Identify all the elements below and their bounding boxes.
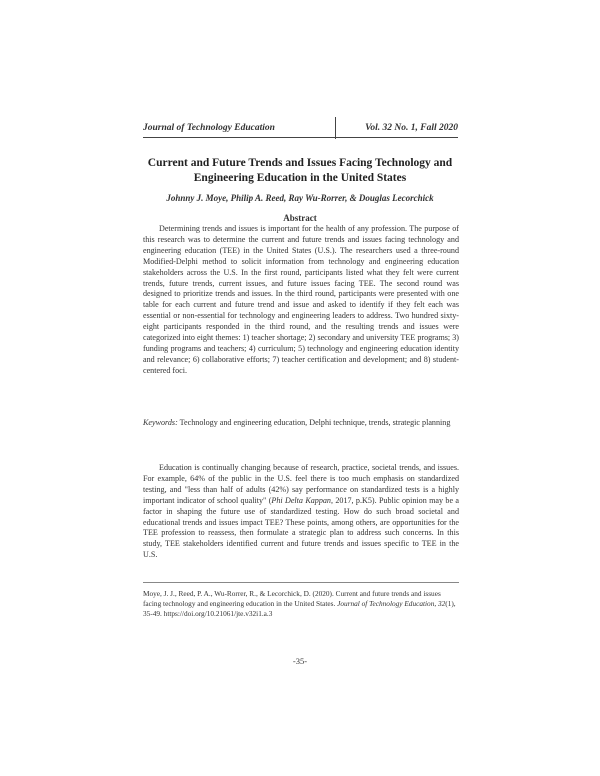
introduction-paragraph [143, 463, 459, 561]
keywords-label: Keywords: [143, 418, 178, 427]
header-divider-vertical [335, 117, 336, 139]
volume-issue: Vol. 32 No. 1, Fall 2020 [365, 123, 458, 133]
article-citation [143, 589, 459, 619]
page-number: -35- [292, 656, 308, 666]
citation-text-3: (1), 35-49. https://doi.org/10.21061/jte.v32i1.a.3 [143, 598, 456, 618]
citation-text-2: , [434, 598, 438, 608]
intro-citation-source: Phi Delta Kappan [271, 495, 331, 505]
citation-volume: 32 [438, 598, 446, 608]
intro-text-2: , 2017, p.K5). Public opinion may be a factor in shaping the future use of standardized testing. How do such broad societal and educational trends and issues impact TEE? These points, among others, are opportunities for the TEE profession to reassess, then formulate a strategic plan to address such concerns. In this study, TEE stakeholders identified current and future trends and issues specific to TEE in the U.S. [143, 495, 459, 560]
article-title: Current and Future Trends and Issues Facing Technology and Engineering Education in the United States [147, 157, 453, 184]
citation-journal: Journal of Technology Education [337, 598, 435, 608]
citation-text-1: Moye, J. J., Reed, P. A., Wu-Rorrer, R., & Lecorchick, D. (2020). Current and future trends and issues facing technology and engineering education in the United States. [143, 589, 441, 608]
abstract-heading: Abstract [283, 213, 317, 223]
keywords-text: Technology and engineering education, Delphi technique, trends, strategic planning [177, 418, 451, 427]
abstract-text: Determining trends and issues is important for the health of any profession. The purpose of this research was to determine the current and future trends and issues facing technology and engineering education (TEE) in the United States (U.S.). The researchers used a three-round Modified-Delphi method to solicit information from technology and engineering education stakeholders across the U.S. In the first round, participants listed what they felt were current trends, future trends, current issues, and future issues facing TEE. The second round was designed to prioritize trends and issues. In the third round, participants were presented with one table for each current and future trend and issue and asked to identify if they felt each was essential or non-essential for technology and engineering leaders to address. Two hundred sixty-eight participants responded in the third round, and the resulting trends and issues were categorized into eight themes: 1) teacher shortage; 2) secondary and university TEE programs; 3) funding programs and teachers; 4) curriculum; 5) technology and engineering education identity and relevance; 6) collaborative efforts; 7) teacher certification and development; and 8) student-centered foci. [143, 224, 459, 375]
journal-name: Journal of Technology Education [143, 123, 275, 133]
intro-text-1: Education is continually changing because of research, practice, societal trends, and issues. For example, 64% of the public in the U.S. feel there is too much emphasis on standardized testing, and "less than half of adults (42%) say performance on standardized tests is a highly important indicator of school quality" ( [143, 463, 459, 505]
article-authors: Johnny J. Moye, Philip A. Reed, Ray Wu-Rorrer, & Douglas Lecorchick [166, 193, 434, 203]
footnote-divider [143, 582, 459, 583]
running-header [143, 121, 458, 143]
header-divider-horizontal [143, 137, 458, 138]
keywords [143, 418, 459, 429]
